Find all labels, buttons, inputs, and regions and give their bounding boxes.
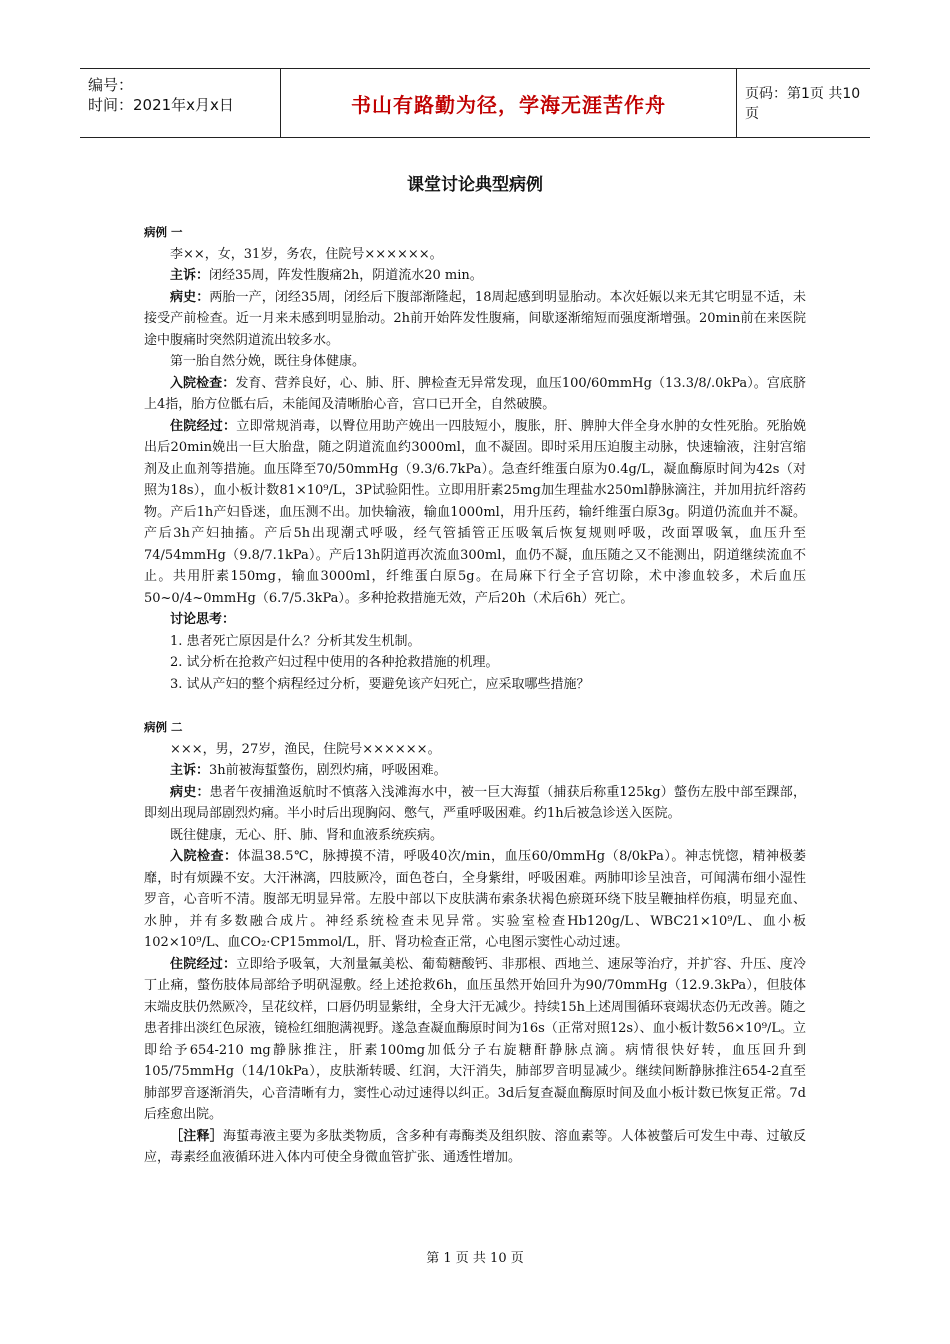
- document-title: 课堂讨论典型病例: [407, 175, 543, 195]
- note-text: 海蜇毒液主要为多肽类物质，含多种有毒酶类及组织胺、溶血素等。人体被螫后可发生中毒、过敏反应，毒素经血液循环进入体内可使全身微血管扩张、通透性增加。: [144, 1128, 806, 1165]
- case-1-discussion-label: 讨论思考：: [170, 612, 236, 627]
- time-label: 时间：2021年x月x日: [88, 96, 234, 114]
- complaint-text: 闭经35周，阵发性腹痛2h，阴道流水20 min。: [209, 268, 483, 283]
- case-2-intro: ×××，男，27岁，渔民，住院号××××××。: [170, 741, 441, 757]
- header-motto-cell: [280, 69, 737, 137]
- course-label: 住院经过：: [170, 418, 237, 434]
- question-2: 2. 试分析在抢救产妇过程中使用的各种抢救措施的机理。: [170, 655, 499, 670]
- history-text: 患者午夜捕渔返航时不慎落入浅滩海水中，被一巨大海蜇（捕获后称重125kg）螫伤左股中部至踝部，即刻出现局部剧烈灼痛。半小时后出现胸闷、憋气，严重呼吸困难。约1h后被急诊送入医院。: [144, 784, 806, 821]
- note-label: ［注释］: [170, 1128, 224, 1144]
- case-2-course: [144, 954, 806, 1126]
- case-1-history-2: 第一胎自然分娩，既往身体健康。: [170, 354, 366, 369]
- course-text: 立即给予吸氧，大剂量氟美松、葡萄糖酸钙、非那根、西地兰、速尿等治疗，并扩容、升压、度冷丁止痛，螫伤肢体局部给予明矾湿敷。经上述抢救6h，血压虽然开始回升为90/70mmHg（12.9.3kPa），但肢体末端皮肤仍然厥冷，呈花纹样，口唇仍明显紫绀，全身大汗无减少。持续15h上述周围循环衰竭状态仍无改善。随之患者排出淡红色尿液，镜检红细胞满视野。遂急查凝血酶原时间为16s（正常对照12s）、血小板计数56×10⁹/L。立即给予654-210 mg静脉推注，肝素100mg加低分子右旋糖酐静脉点滴。病情很快好转，血压回升到105/75mmHg（14/10kPa），皮肤渐转暖、红润，大汗消失，肺部罗音明显减少。继续间断静脉推注654-2直至肺部罗音逐渐消失，心音清晰有力，窦性心动过速得以纠正。3d后复查凝血酶原时间及血小板计数已恢复正常。7d后痊愈出院。: [144, 956, 806, 1122]
- complaint-label: 主诉：: [170, 268, 210, 283]
- case-1-course: [144, 416, 806, 610]
- case-2-title: 病例 二: [144, 720, 183, 734]
- complaint-label: 主诉：: [170, 763, 210, 778]
- history-text: 两胎一产，闭经35周，闭经后下腹部渐隆起，18周起感到明显胎动。本次妊娠以来无其它明显不适，未接受产前检查。近一月来未感到明显胎动。2h前开始阵发性腹痛，间歇逐渐缩短而强度渐增强。20min前在来医院途中腹痛时突然阴道流出较多水。: [144, 289, 806, 348]
- case-2-history-2: 既往健康，无心、肝、肺、肾和血液系统疾病。: [170, 827, 444, 843]
- history-label: 病史：: [170, 784, 210, 800]
- course-label: 住院经过：: [170, 956, 237, 972]
- complaint-text: 3h前被海蜇螫伤，剧烈灼痛，呼吸困难。: [209, 763, 447, 778]
- exam-label: 入院检查：: [170, 375, 236, 391]
- course-text: 立即常规消毒，以臀位用助产娩出一四肢短小，腹胀，肝、脾肿大伴全身水肿的女性死胎。死胎娩出后20min娩出一巨大胎盘，随之阴道流血约3000ml，血不凝固。即时采用压迫腹主动脉，快速输液，注射宫缩剂及止血剂等措施。血压降至70/50mmHg（9.3/6.7kPa）。急查纤维蛋白原为0.4g/L，凝血酶原时间为42s（对照为18s），血小板计数81×10⁹/L，3P试验阳性。立即用肝素25mg加生理盐水250ml静脉滴注，并加用抗纤溶药物。产后1h产妇昏迷，血压测不出。加快输液，输血1000ml，用升压药，输纤维蛋白原3g。阴道仍流血并不凝。产后3h产妇抽搐。产后5h出现潮式呼吸，经气管插管正压吸氧后恢复规则呼吸，改面罩吸氧，血压升至74/54mmHg（9.8/7.1kPa）。产后13h阴道再次流血300ml，血仍不凝，血压随之又不能测出，阴道继续流血不止。共用肝素150mg，输血3000ml，纤维蛋白原5g。在局麻下行全子宫切除，术中渗血较多，术后血压50~0/4~0mmHg（6.7/5.3kPa）。多种抢救措施无效，产后20h（术后6h）死亡。: [144, 418, 806, 606]
- question-1: 1. 患者死亡原因是什么？分析其发生机制。: [170, 633, 421, 649]
- serial-label: 编号：: [88, 76, 134, 94]
- case-1-complaint: [144, 265, 806, 287]
- case-1-intro: 李××，女，31岁，务农，住院号××××××。: [170, 246, 443, 262]
- case-2-complaint: [144, 760, 806, 782]
- page-footer: 第 1 页 共 10 页: [426, 1251, 524, 1266]
- case-2-history: [144, 782, 806, 825]
- case-2-exam: [144, 846, 806, 954]
- question-3: 3. 试从产妇的整个病程经过分析，要避免该产妇死亡，应采取哪些措施？: [170, 676, 590, 692]
- case-1-exam: [144, 373, 806, 416]
- case-1-history: [144, 287, 806, 352]
- case-2-note: [144, 1126, 806, 1169]
- header-motto: 书山有路勤为径，学海无涯苦作舟: [351, 92, 666, 117]
- exam-text: 发育、营养良好，心、肺、肝、脾检查无异常发现，血压100/60mmHg（13.3/8/.0kPa）。宫底脐上4指，胎方位骶右后，未能闻及清晰胎心音，宫口已开全，自然破膜。: [144, 375, 806, 412]
- header-meta: [88, 75, 280, 115]
- header-page-info: 页码：第1页 共10页: [745, 86, 861, 122]
- page-header: [80, 68, 870, 138]
- exam-text: 体温38.5℃，脉搏摸不清，呼吸40次/min，血压60/0mmHg（8/0kPa）。神志恍惚，精神极萎靡，时有烦躁不安。大汗淋漓，四肢厥冷，面色苍白，全身紫绀，呼吸困难。两肺叩诊呈浊音，可闻满布细小湿性罗音，心音听不清。腹部无明显异常。左股中部以下皮肤满布索条状褐色瘀斑环绕下肢呈鞭抽样伤痕，明显充血、水肿，并有多数融合成片。神经系统检查未见异常。实验室检查Hb120g/L、WBC21×10⁹/L、血小板102×10⁹/L、血CO₂·CP15mmol/L，肝、肾功检查正常，心电图示窦性心动过速。: [144, 849, 806, 950]
- history-label: 病史：: [170, 289, 210, 305]
- exam-label: 入院检查：: [170, 849, 238, 864]
- document-body: [144, 222, 806, 1169]
- case-1-title: 病例 一: [144, 225, 183, 239]
